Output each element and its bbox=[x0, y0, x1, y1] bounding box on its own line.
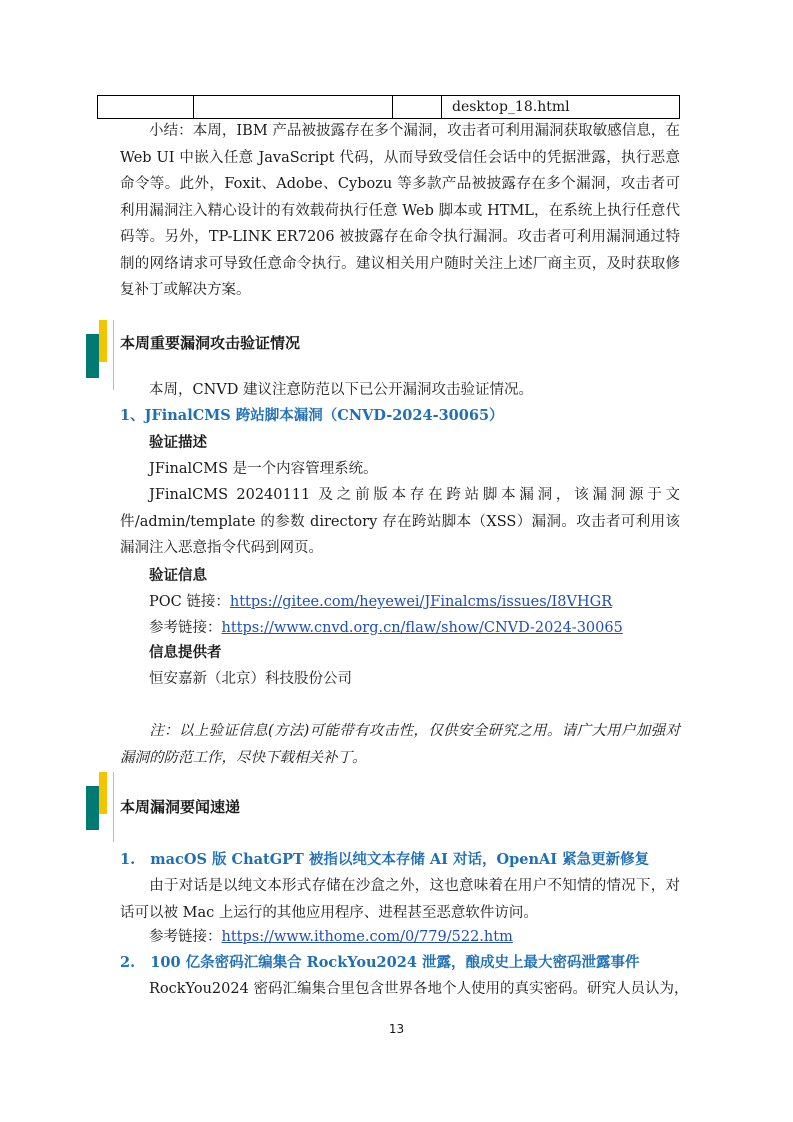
poc-label: POC 链接： bbox=[149, 594, 230, 610]
table-row bbox=[97, 95, 680, 119]
reference-label: 参考链接： bbox=[149, 929, 222, 945]
section-marker-teal bbox=[86, 334, 99, 378]
news-item-2-number: 2. bbox=[120, 954, 136, 971]
provider-heading: 信息提供者 bbox=[149, 644, 222, 661]
provider-name: 恒安嘉新（北京）科技股份公司 bbox=[149, 671, 352, 687]
news-item-1-number: 1. bbox=[120, 851, 136, 868]
poc-link[interactable]: https://gitee.com/heyewei/JFinalcms/issues/I8VHGR bbox=[229, 594, 613, 610]
news-item-1-link[interactable]: https://www.ithome.com/0/779/522.htm bbox=[221, 929, 513, 945]
description-line: JFinalCMS 是一个内容管理系统。 bbox=[149, 461, 378, 477]
section-divider-line bbox=[113, 320, 114, 390]
vuln-item-title: 1、JFinalCMS 跨站脚本漏洞（CNVD-2024-30065） bbox=[120, 407, 504, 424]
reference-link[interactable]: https://www.cnvd.org.cn/flaw/show/CNVD-2024-30065 bbox=[221, 620, 623, 636]
news-item-2-text: RockYou2024 密码汇编集合里包含世界各地个人使用的真实密码。研究人员认为， bbox=[149, 981, 689, 997]
page-number: 13 bbox=[388, 1022, 405, 1036]
news-item-1-heading: macOS 版 ChatGPT 被指以纯文本存储 AI 对话，OpenAI 紧急更新修复 bbox=[150, 851, 650, 868]
summary-paragraph bbox=[120, 118, 680, 304]
reference-link-line bbox=[149, 618, 623, 638]
news-item-2-title bbox=[120, 953, 639, 973]
section-marker-teal bbox=[86, 786, 99, 830]
table-cell bbox=[393, 96, 442, 118]
security-note bbox=[120, 718, 680, 771]
news-item-2-heading: 100 亿条密码汇编集合 RockYou2024 泄露，酿成史上最大密码泄露事件 bbox=[150, 954, 640, 971]
news-item-1-reference bbox=[149, 927, 513, 947]
description-paragraph bbox=[120, 482, 680, 562]
news-item-1-paragraph bbox=[120, 873, 680, 926]
reference-label: 参考链接： bbox=[149, 620, 222, 636]
section-header-news bbox=[86, 772, 686, 842]
news-item-1-text: 由于对话是以纯文本形式存储在沙盒之外，这也意味着在用户不知情的情况下，对话可以被 Mac 上运行的其他应用程序、进程甚至恶意软件访问。 bbox=[120, 878, 680, 921]
section-divider-line bbox=[113, 772, 114, 842]
section-title: 本周重要漏洞攻击验证情况 bbox=[120, 334, 301, 352]
summary-text: 小结：本周，IBM 产品被披露存在多个漏洞，攻击者可利用漏洞获取敏感信息，在 Web UI 中嵌入任意 JavaScript 代码，从而导致受信任会话中的凭据泄露，执行恶意命令等。此外，Foxit、Adobe、Cybozu 等多款产品被披露存在多个漏洞，攻击者可利用漏洞注入精心设计的有效载荷执行任意 Web 脚本或 HTML，在系统上执行任意代码等。另外，TP-LINK ER7206 被披露存在命令执行漏洞。攻击者可利用漏洞通过特制的网络请求可导致任意命令执行。建议相关用户随时关注上述厂商主页，及时获取修复补丁或解决方案。 bbox=[120, 123, 680, 298]
description-text: JFinalCMS 20240111 及之前版本存在跨站脚本漏洞，该漏洞源于文件/admin/template 的参数 directory 存在跨站脚本（XSS）漏洞。攻击者可利用该漏洞注入恶意指令代码到网页。 bbox=[120, 487, 680, 556]
table-cell bbox=[194, 96, 393, 118]
section-marker-yellow bbox=[99, 320, 107, 362]
section1-intro: 本周，CNVD 建议注意防范以下已公开漏洞攻击验证情况。 bbox=[149, 382, 533, 398]
verification-description-heading: 验证描述 bbox=[149, 434, 207, 451]
verification-info-heading: 验证信息 bbox=[149, 567, 207, 584]
news-item-1-title bbox=[120, 850, 649, 870]
note-text: 注：以上验证信息(方法)可能带有攻击性，仅供安全研究之用。请广大用户加强对漏洞的防范工作，尽快下载相关补丁。 bbox=[120, 723, 680, 766]
section-marker-yellow bbox=[99, 772, 107, 814]
section-title: 本周漏洞要闻速递 bbox=[120, 798, 241, 816]
poc-link-line bbox=[149, 592, 612, 612]
table-cell-filename: desktop_18.html bbox=[452, 99, 570, 115]
table-cell bbox=[98, 96, 194, 118]
